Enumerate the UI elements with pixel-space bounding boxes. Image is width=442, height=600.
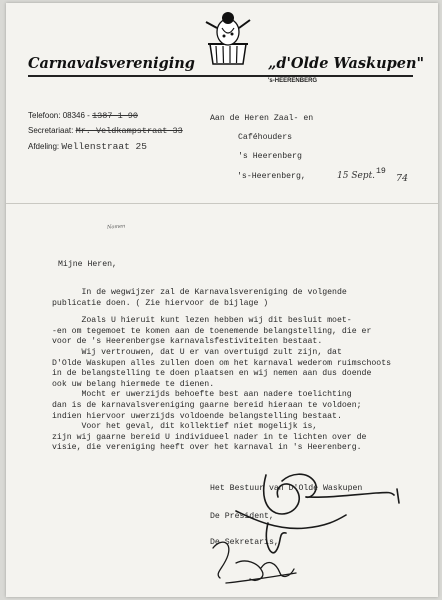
body-line: publicatie doen. ( Zie hiervoor de bijlage ): [52, 298, 269, 308]
date-day: 15 Sept.: [337, 171, 376, 181]
org-name-right: „d'Olde Waskupen": [268, 55, 425, 72]
body-line: visie, die vereniging heeft over het karnaval in 's Heerenberg.: [52, 443, 362, 453]
date-year: 74: [396, 173, 409, 184]
afdeling-value: Wellenstraat 25: [61, 141, 147, 152]
body-line: voor de 's Heerenbergse karnavalsfestiviteiten bestaat.: [52, 337, 323, 347]
body-line: indien hiervoor uwerzijds voldoende belangstelling bestaat.: [52, 411, 342, 421]
closing-president: De President,: [210, 512, 274, 521]
handwritten-signatures: [6, 3, 438, 597]
body-line: ook uw belang hiermede te dienen.: [52, 379, 215, 389]
body-line: dan is de karnavalsvereniging gaarne bereid hieraan te voldoen;: [52, 401, 362, 410]
closing-board: Het Bestuur van D'Olde Waskupen: [210, 484, 363, 493]
telefoon-label: Telefoon: 08346 -: [28, 111, 90, 120]
closing-secretary: De Sekretaris,: [210, 538, 279, 547]
org-name-left: Carnavalsvereniging: [28, 55, 195, 72]
telefoon-value: 1387 1 90: [92, 111, 138, 121]
salutation: Mijne Heren,: [58, 260, 117, 269]
body-line: D'Olde Waskupen alles zullen doen om het karnaval wederom ruimschoots: [52, 358, 392, 368]
body-line: In de wegwijzer zal de Karnavalsvereniging de volgende: [52, 288, 347, 297]
body-line: Zoals U hieruit kunt lezen hebben wij dit besluit moet-: [52, 316, 352, 326]
secretariaat-label: Secretariaat:: [28, 126, 74, 135]
letterhead-town: 's-HEERENBERG: [268, 78, 318, 84]
body-line: Wij vertrouwen, dat U er van overtuigd zult zijn, dat: [52, 348, 342, 357]
afdeling-label: Afdeling:: [28, 142, 60, 151]
secretariaat-value: Mr. Veldkampstraat 33: [75, 126, 183, 136]
date-19: 19: [376, 167, 386, 176]
body-line: in de belangstelling te doen plaatsen en wij nemen aan dus doende: [52, 369, 372, 379]
body-line: Mocht er uwerzijds behoefte best aan nadere toelichting: [52, 390, 352, 400]
address-line-2: Caféhouders: [238, 133, 293, 142]
body-line: Voor het geval, dit kollektief niet mogelijk is,: [52, 422, 318, 432]
body-line: zijn wij gaarne bereid U individueel nader in te lichten over de: [52, 432, 367, 442]
address-line-3: 's Heerenberg: [238, 152, 302, 161]
address-line-1: Aan de Heren Zaal- en: [210, 114, 314, 123]
letter-page: [6, 3, 438, 597]
body-line: -en om tegemoet te komen aan de toenemende belangstelling, die er: [52, 326, 372, 336]
place-date-label: 's-Heerenberg,: [237, 172, 306, 181]
margin-stamp: Nomen: [106, 223, 126, 231]
